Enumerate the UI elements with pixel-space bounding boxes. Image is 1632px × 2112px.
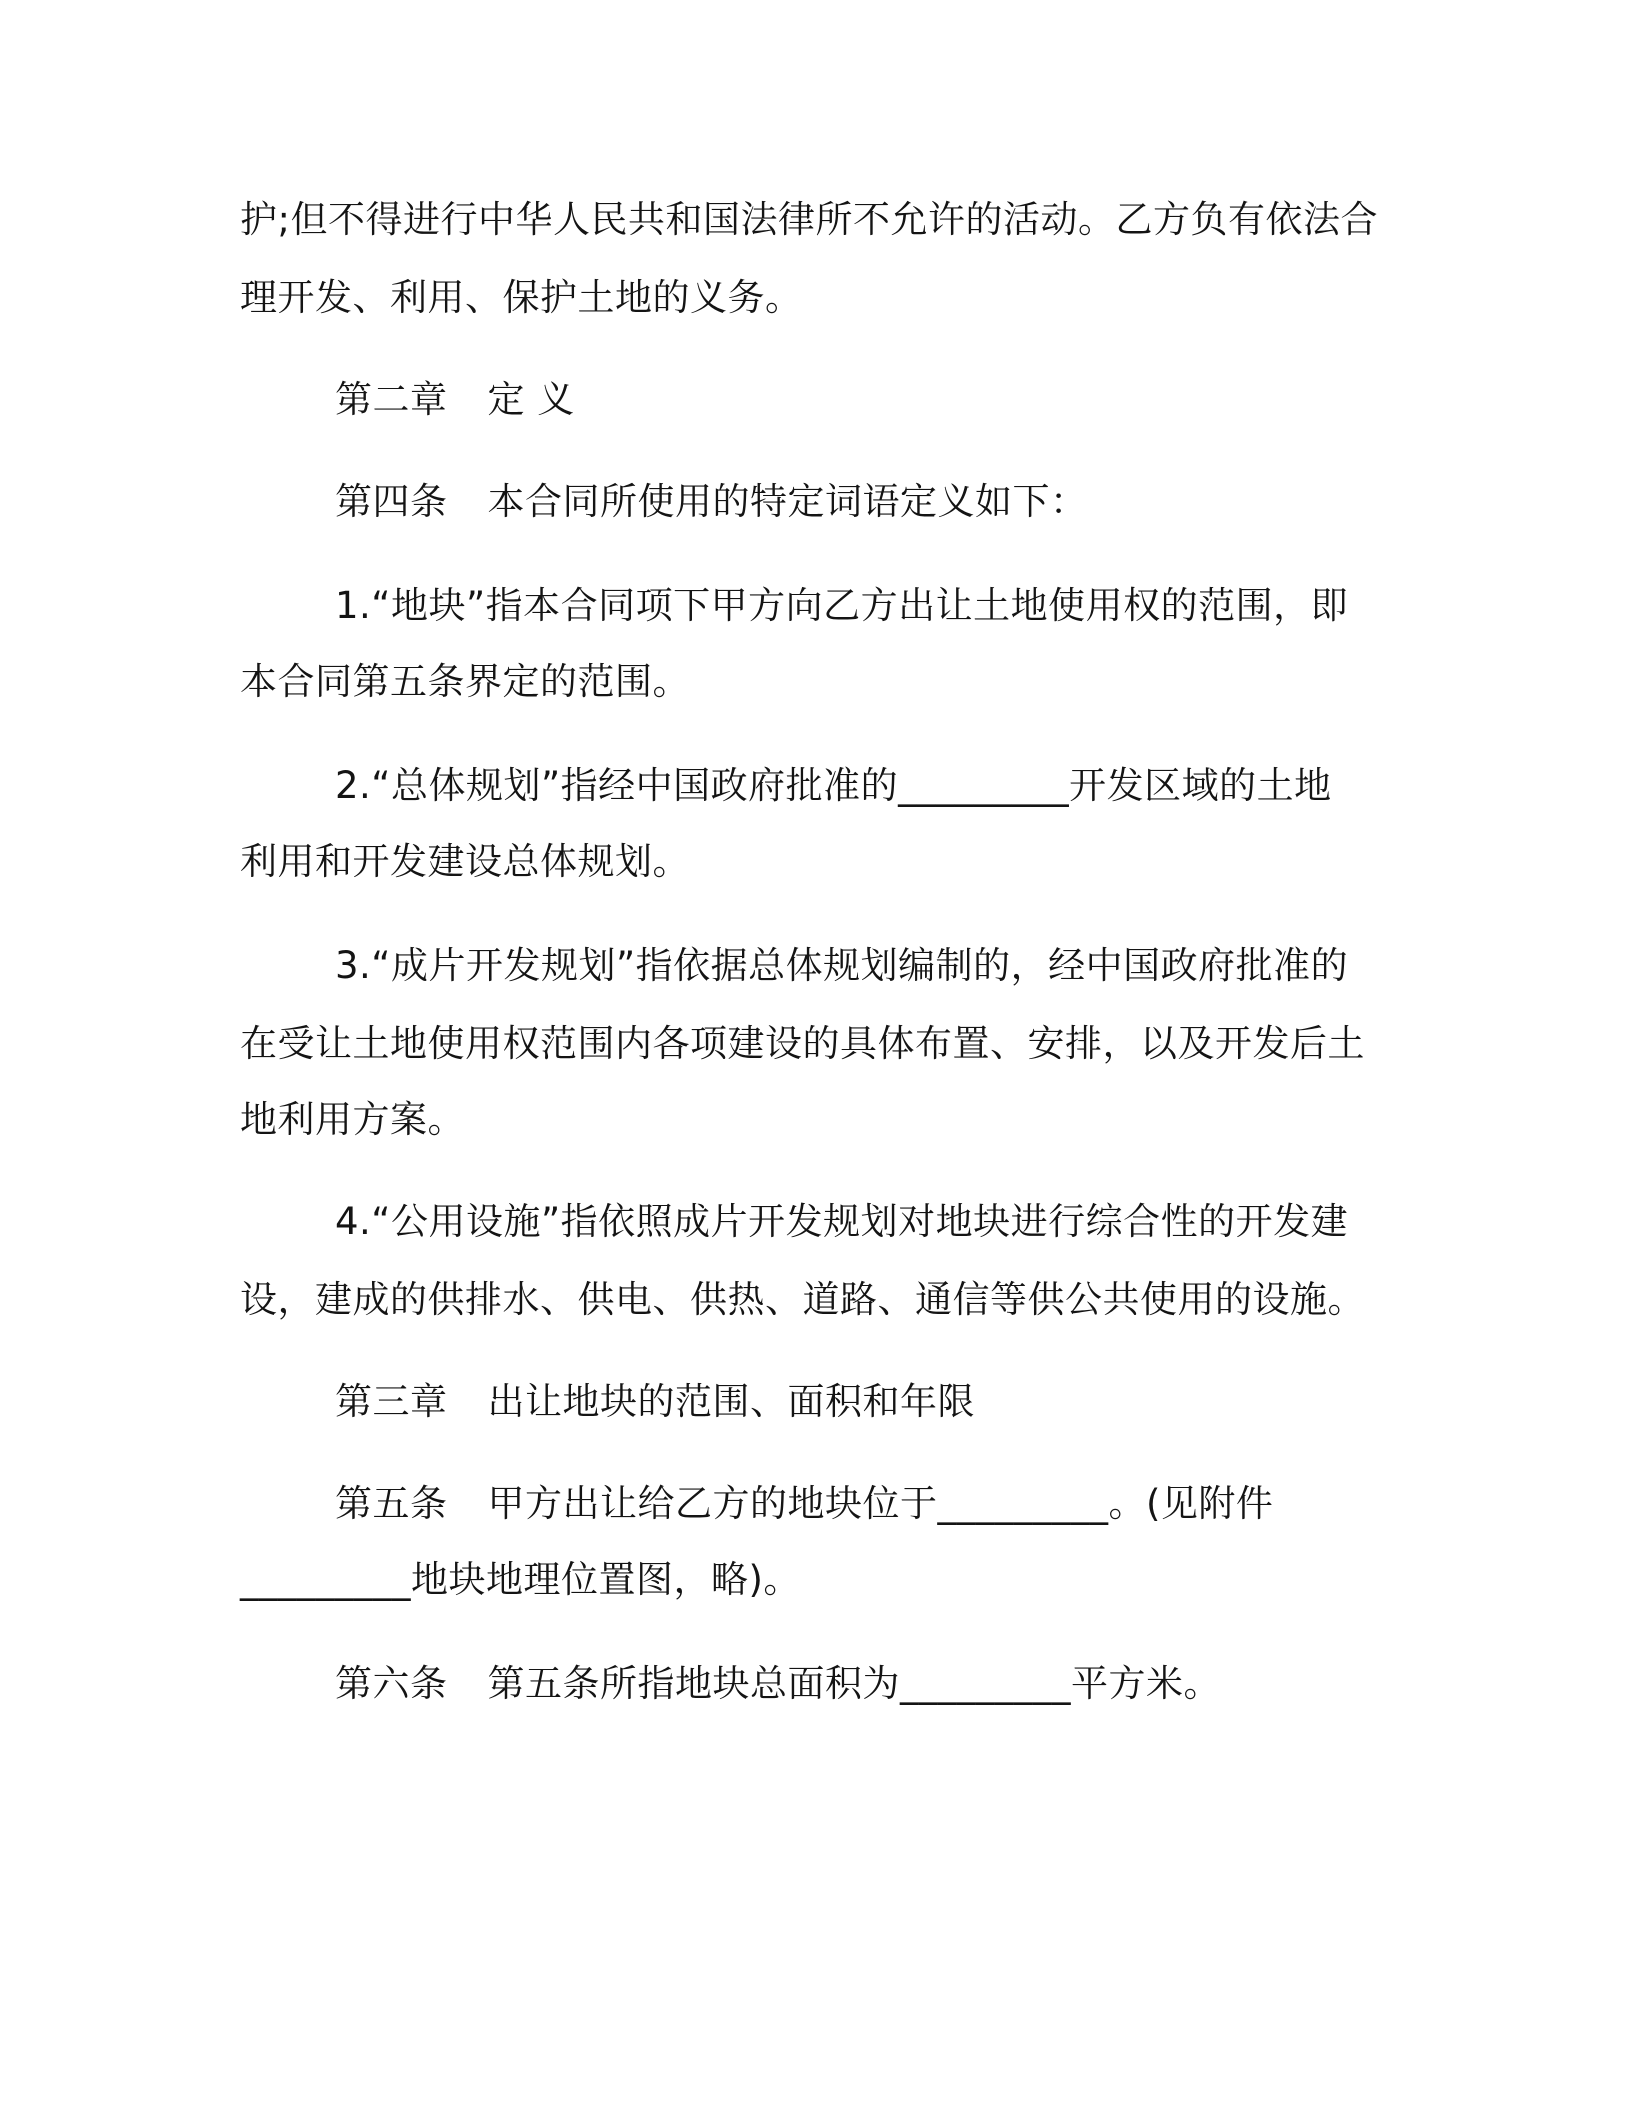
chapter-2-title: 定 义 [487, 378, 575, 421]
paragraph-intro-line-2: 理开发、利用、保护土地的义务。 [240, 276, 803, 319]
paragraph-intro-line-1: 护;但不得进行中华人民共和国法律所不允许的活动。乙方负有依法合 [240, 198, 1378, 241]
definition-3-line-3: 地利用方案。 [240, 1098, 465, 1141]
chapter-2-heading [335, 376, 575, 424]
article-6-number: 第六条 [335, 1662, 448, 1705]
chapter-3-heading [335, 1378, 975, 1426]
definition-3-line-1: 3.“成片开发规划”指依据总体规划编制的，经中国政府批准的 [335, 944, 1349, 987]
article-4 [335, 478, 1088, 526]
article-5-number: 第五条 [335, 1482, 448, 1525]
article-5-line-1 [335, 1480, 1273, 1528]
definition-1-line-2: 本合同第五条界定的范围。 [240, 660, 690, 703]
definition-4-line-1: 4.“公用设施”指依照成片开发规划对地块进行综合性的开发建 [335, 1200, 1349, 1243]
article-4-number: 第四条 [335, 480, 448, 523]
definition-2-line-2: 利用和开发建设总体规划。 [240, 840, 690, 883]
chapter-3-title: 出让地块的范围、面积和年限 [487, 1380, 975, 1423]
article-5-line-2: _________地块地理位置图，略)。 [240, 1558, 801, 1601]
article-6-text: 第五条所指地块总面积为_________平方米。 [487, 1662, 1221, 1705]
definition-3-line-2: 在受让土地使用权范围内各项建设的具体布置、安排，以及开发后土 [240, 1022, 1365, 1065]
article-4-text: 本合同所使用的特定词语定义如下： [487, 480, 1088, 523]
chapter-3-number: 第三章 [335, 1380, 448, 1423]
definition-1-line-1: 1.“地块”指本合同项下甲方向乙方出让土地使用权的范围，即 [335, 584, 1349, 627]
article-6 [335, 1660, 1221, 1708]
chapter-2-number: 第二章 [335, 378, 448, 421]
article-5-text: 甲方出让给乙方的地块位于_________。(见附件 [487, 1482, 1274, 1525]
definition-2-line-1: 2.“总体规划”指经中国政府批准的_________开发区域的土地 [335, 764, 1332, 807]
definition-4-line-2: 设，建成的供排水、供电、供热、道路、通信等供公共使用的设施。 [240, 1278, 1365, 1321]
